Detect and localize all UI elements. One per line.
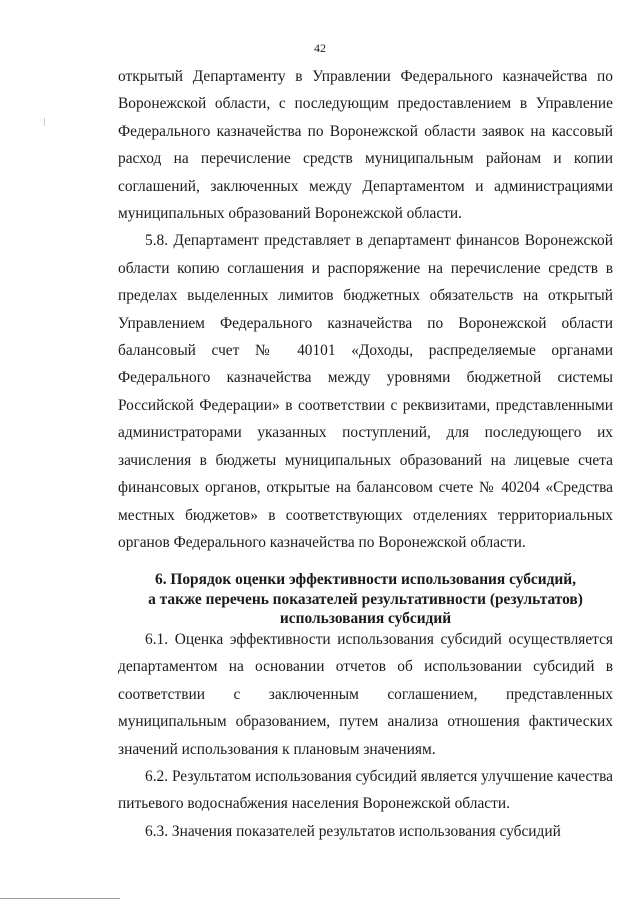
paragraph-6-1: 6.1. Оценка эффективности использования субсидий осуществляется департаментом на основании отчетов об использовании субсидий в соответствии с заключенным соглашением, представленных муниципальным образованием, путем анализа отношения фактических значений использования к плановым значениям. xyxy=(118,631,613,758)
document-body-bottom xyxy=(118,626,613,845)
section-heading-line-3: использования субсидий xyxy=(279,610,452,627)
page-number: 42 xyxy=(314,41,326,55)
section-heading-line-2: а также перечень показателей результативности (результатов) xyxy=(148,590,583,608)
paragraph-6-2: 6.2. Результатом использования субсидий является улучшение качества питьевого водоснабжения населения Воронежской области. xyxy=(118,768,613,813)
document-body-top xyxy=(118,63,613,556)
section-heading xyxy=(118,570,613,629)
paragraph-6-3: 6.3. Значения показателей результатов использования субсидий xyxy=(145,822,561,840)
paragraph-5-8: 5.8. Департамент представляет в департамент финансов Воронежской области копию соглашения и распоряжение на перечисление средств в пределах выделенных лимитов бюджетных обязательств на открытый Управлением Федерального казначейства по Воронежской области балансовый счет № 40101 «Доходы, распределяемые органами Федерального казначейства между уровнями бюджетной системы Российской Федерации» в соответствии с реквизитами, представленными администраторами указанных поступлений, для последующего их зачисления в бюджеты муниципальных образований на лицевые счета финансовых органов, открытые на балансовом счете № 40204 «Средства местных бюджетов» в соответствующих отделениях территориальных органов Федерального казначейства по Воронежской области. xyxy=(118,232,613,551)
footer-rule xyxy=(0,898,120,899)
paragraph-continuation: открытый Департаменту в Управлении Федерального казначейства по Воронежской области, с последующим предоставлением в Управление Федерального казначейства по Воронежской области заявок на кассовый расход на перечисление средств муниципальным районам и копии соглашений, заключенных между Департаментом и администрациями муниципальных образований Воронежской области. xyxy=(118,68,613,223)
margin-mark xyxy=(44,118,45,126)
section-heading-line-1: 6. Порядок оценки эффективности использования субсидий, xyxy=(155,571,576,588)
